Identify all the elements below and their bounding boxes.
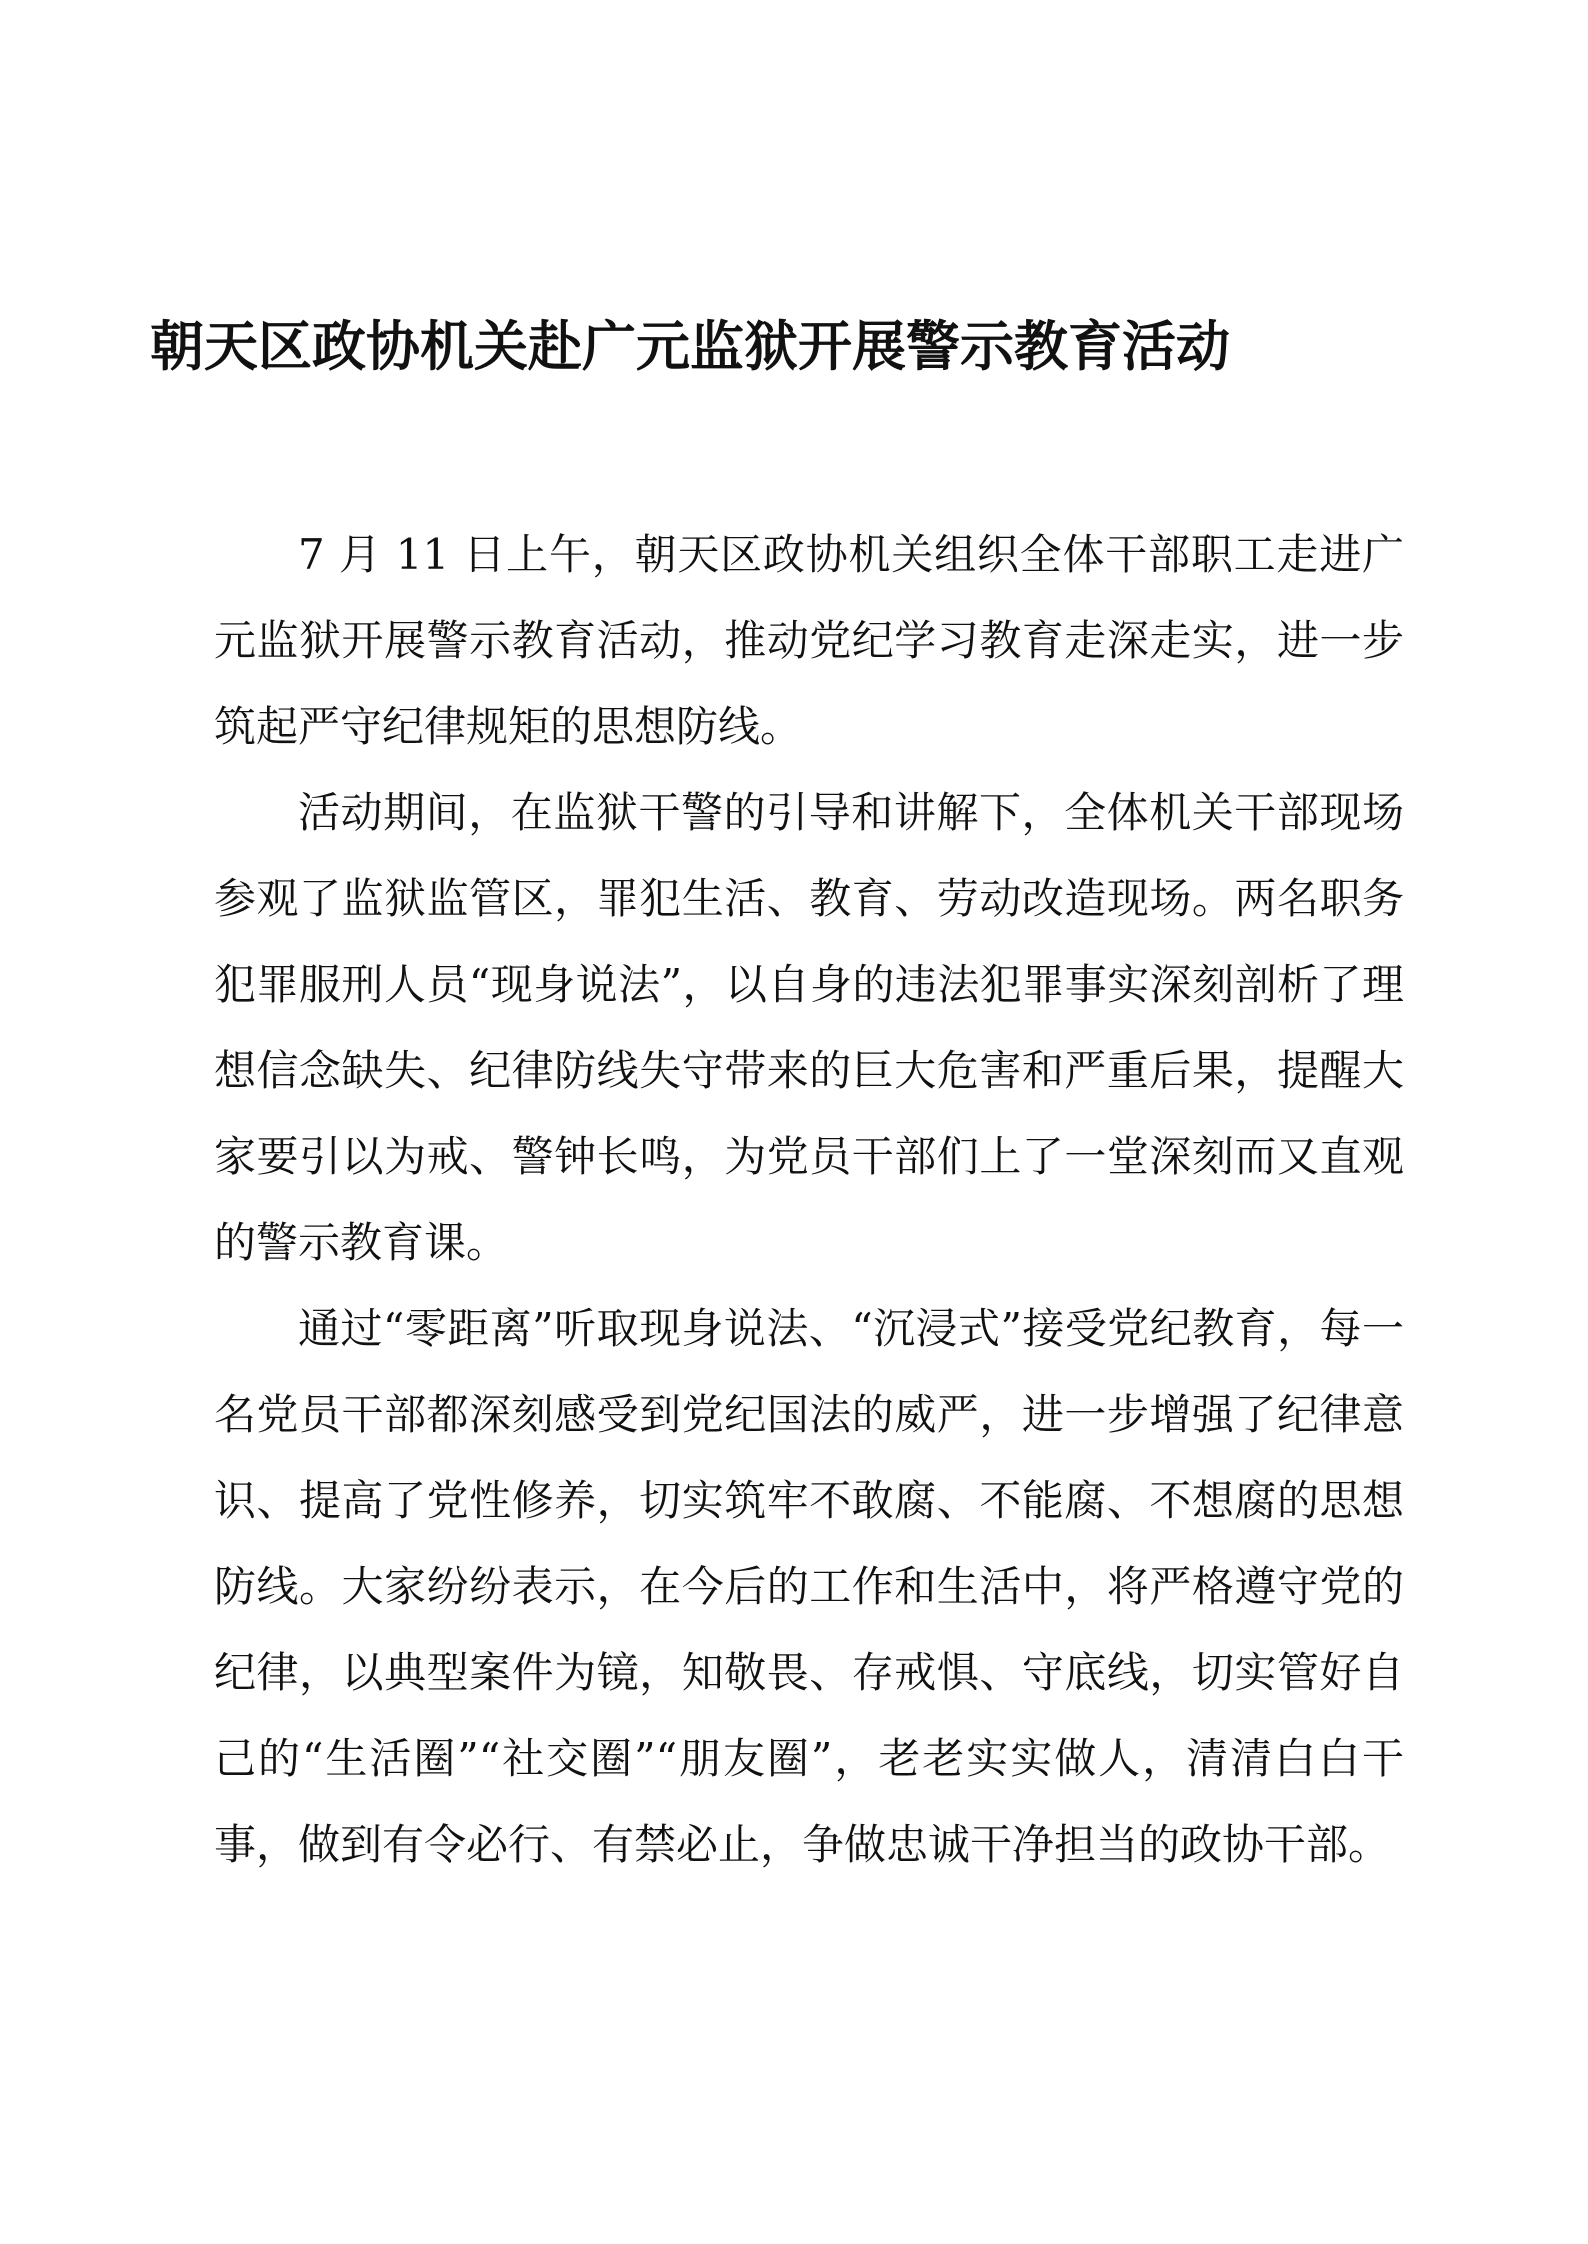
paragraph-1: 7 月 11 日上午，朝天区政协机关组织全体干部职工走进广元监狱开展警示教育活动，推动党纪学习教育走深走实，进一步筑起严守纪律规矩的思想防线。: [214, 530, 1404, 751]
paragraph-3: 通过“零距离”听取现身说法、“沉浸式”接受党纪教育，每一名党员干部都深刻感受到党纪国法的威严，进一步增强了纪律意识、提高了党性修养，切实筑牢不敢腐、不能腐、不想腐的思想防线。大家纷纷表示，在今后的工作和生活中，将严格遵守党的纪律，以典型案件为镜，知敬畏、存戒惧、守底线，切实管好自己的“生活圈”“社交圈”“朋友圈”，老老实实做人，清清白白干事，做到有令必行、有禁必止，争做忠诚干净担当的政协干部。: [214, 1304, 1404, 1869]
paragraph-2: 活动期间，在监狱干警的引导和讲解下，全体机关干部现场参观了监狱监管区，罪犯生活、教育、劳动改造现场。两名职务犯罪服刑人员“现身说法”，以自身的违法犯罪事实深刻剖析了理想信念缺失、纪律防线失守带来的巨大危害和严重后果，提醒大家要引以为戒、警钟长鸣，为党员干部们上了一堂深刻而又直观的警示教育课。: [214, 788, 1404, 1267]
document-body: [214, 512, 1404, 1888]
document-title: 朝天区政协机关赴广元监狱开展警示教育活动: [150, 314, 1230, 378]
